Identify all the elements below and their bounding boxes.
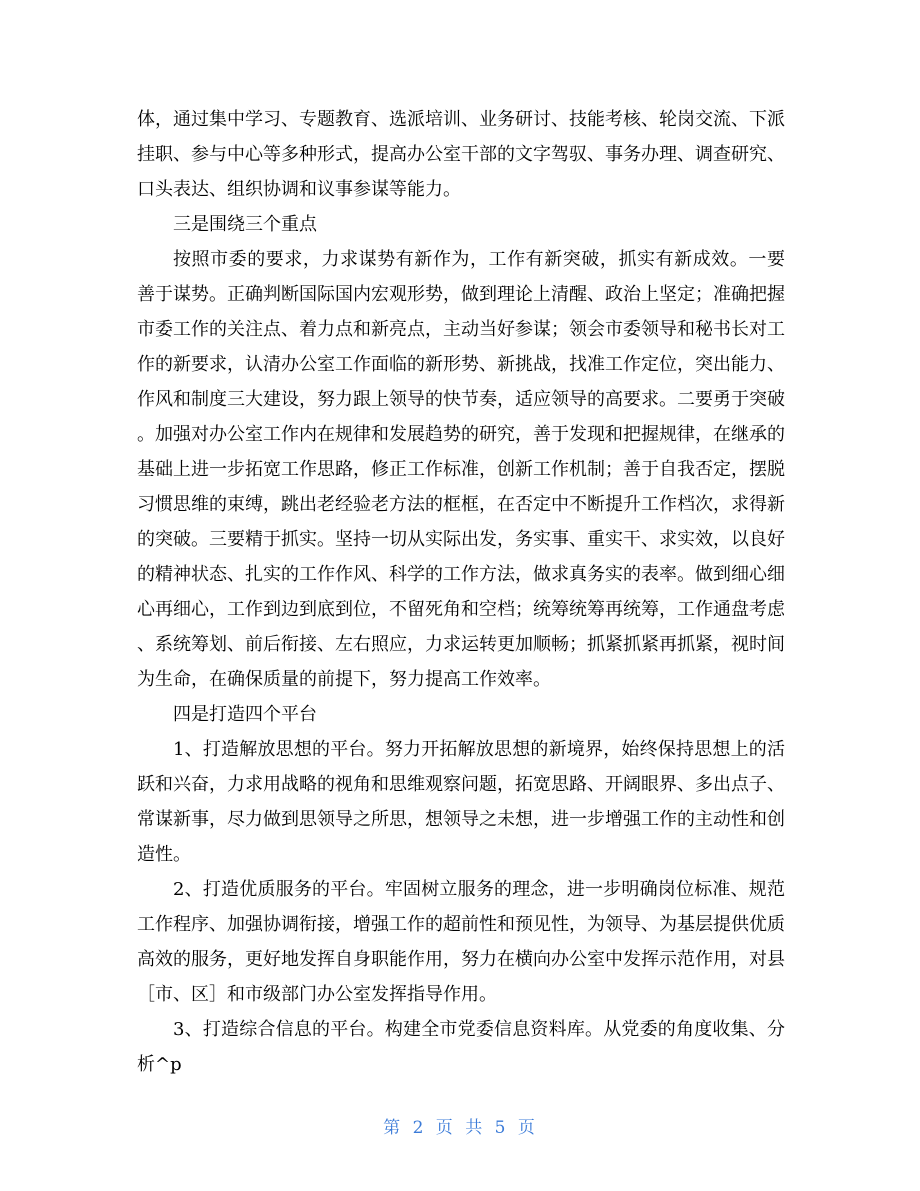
paragraph-line: 的精神状态、扎实的工作作风、科学的工作方法，做求真务实的表率。做到细心细 — [137, 564, 785, 585]
paragraph-line: 造性。 — [137, 844, 191, 865]
paragraph-line: 心再细心，工作到边到底到位，不留死角和空档；统筹统筹再统筹，工作通盘考虑 — [137, 599, 785, 620]
paragraph-line: 作的新要求，认清办公室工作面临的新形势、新挑战，找准工作定位，突出能力、 — [137, 354, 785, 375]
paragraph-line: 、系统筹划、前后衔接、左右照应，力求运转更加顺畅；抓紧抓紧再抓紧，视时间 — [137, 634, 785, 655]
paragraph-line: 市委工作的关注点、着力点和新亮点，主动当好参谋；领会市委领导和秘书长对工 — [137, 319, 785, 340]
paragraph-line: 1、打造解放思想的平台。努力开拓解放思想的新境界，始终保持思想上的活 — [173, 739, 785, 760]
paragraph-line: 跃和兴奋，力求用战略的视角和思维观察问题，拓宽思路、开阔眼界、多出点子、 — [137, 774, 785, 795]
page-footer: 第 2 页 共 5 页 — [383, 1118, 537, 1138]
document-body — [137, 102, 785, 1082]
paragraph-line: 挂职、参与中心等多种形式，提高办公室干部的文字驾驭、事务办理、调查研究、 — [137, 144, 785, 165]
paragraph-line: 作风和制度三大建设，努力跟上领导的快节奏，适应领导的高要求。二要勇于突破 — [137, 389, 785, 410]
paragraph-line: 基础上进一步拓宽工作思路，修正工作标准，创新工作机制；善于自我否定，摆脱 — [137, 459, 785, 480]
paragraph-line: 工作程序、加强协调衔接，增强工作的超前性和预见性，为领导、为基层提供优质 — [137, 914, 785, 935]
paragraph-line: 口头表达、组织协调和议事参谋等能力。 — [137, 179, 461, 200]
paragraph-line: 的突破。三要精于抓实。坚持一切从实际出发，务实事、重实干、求实效，以良好 — [137, 529, 785, 550]
paragraph-line: 2、打造优质服务的平台。牢固树立服务的理念，进一步明确岗位标准、规范 — [173, 879, 785, 900]
paragraph-line: 析^p — [137, 1054, 182, 1075]
paragraph-line: 3、打造综合信息的平台。构建全市党委信息资料库。从党委的角度收集、分 — [173, 1019, 785, 1040]
paragraph-line: 高效的服务，更好地发挥自身职能作用，努力在横向办公室中发挥示范作用，对县 — [137, 949, 785, 970]
paragraph-line: 常谋新事，尽力做到思领导之所思，想领导之未想，进一步增强工作的主动性和创 — [137, 809, 785, 830]
section-heading: 三是围绕三个重点 — [173, 214, 317, 235]
paragraph-line: 为生命，在确保质量的前提下，努力提高工作效率。 — [137, 669, 551, 690]
paragraph-line: 善于谋势。正确判断国际国内宏观形势，做到理论上清醒、政治上坚定；准确把握 — [137, 284, 785, 305]
paragraph-line: 按照市委的要求，力求谋势有新作为，工作有新突破，抓实有新成效。一要 — [173, 249, 785, 270]
section-heading: 四是打造四个平台 — [173, 704, 317, 725]
paragraph-line: 习惯思维的束缚，跳出老经验老方法的框框，在否定中不断提升工作档次，求得新 — [137, 494, 785, 515]
paragraph-line: 。加强对办公室工作内在规律和发展趋势的研究，善于发现和把握规律，在继承的 — [137, 424, 785, 445]
paragraph-line: 体，通过集中学习、专题教育、选派培训、业务研讨、技能考核、轮岗交流、下派 — [137, 109, 785, 130]
paragraph-line: ［市、区］和市级部门办公室发挥指导作用。 — [137, 984, 497, 1005]
